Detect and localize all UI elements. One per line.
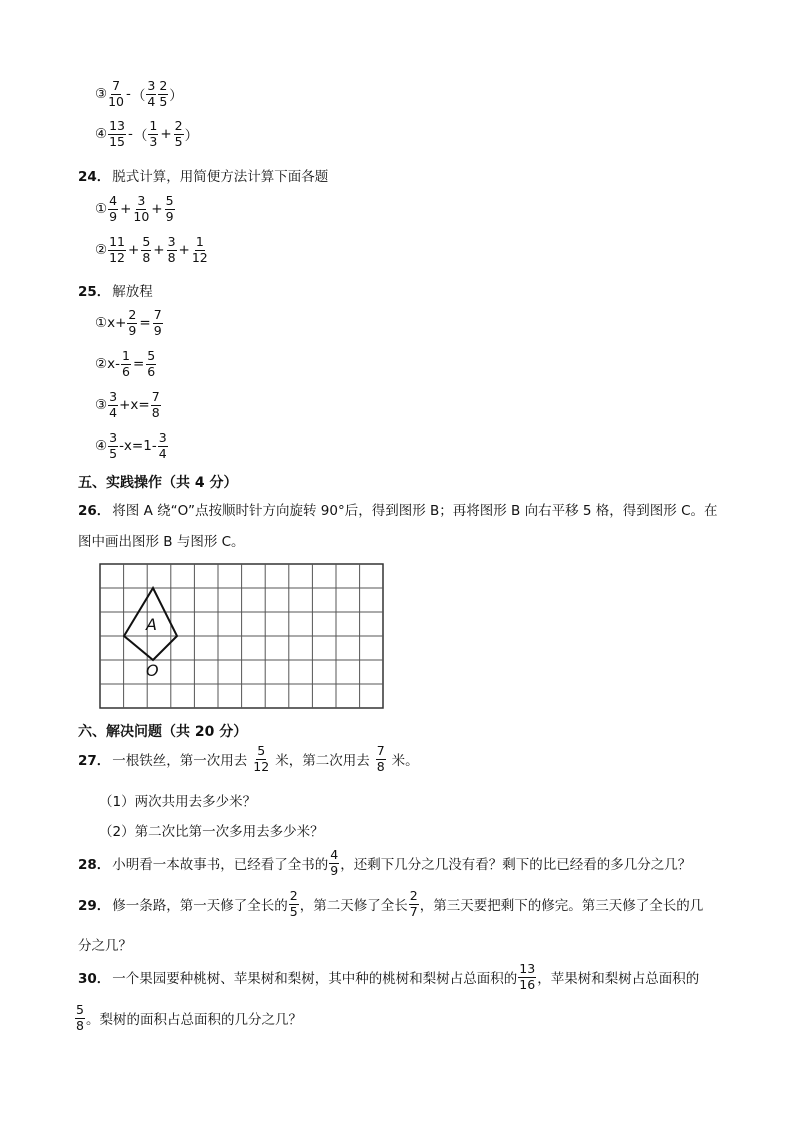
fraction: $\frac{13}{15}$ (109, 118, 126, 149)
question-29-line-1: 29． 修一条路，第一天修了全长的 $\frac{2}{5}$ ，第二天修了全长 $\frac{2}{7}$ ，第三天要把剩下的修完。第三天修了全长的几 (78, 888, 704, 919)
question-28: 28． 小明看一本故事书，已经看了全书的 $\frac{4}{9}$ ，还剩下几分之几没有看？剩下的比已经看的多几分之几？ (78, 847, 692, 878)
question-25 (78, 280, 153, 300)
question-30-line-1: 30． 一个果园要种桃树、苹果树和梨树，其中种的桃树和梨树占总面积的 $\frac{13}{16}$ ，苹果树和梨树占总面积的 (78, 961, 700, 992)
question-26-line-1 (78, 499, 718, 519)
question-24 (78, 165, 328, 185)
fraction: $\frac{3}{5}$ (109, 430, 118, 461)
fraction: $\frac{5}{8}$ (142, 234, 151, 265)
fraction: $\frac{5}{8}$ (76, 1002, 84, 1033)
expr-line-4: ④ $\frac{13}{15}$ - （ $\frac{1}{3}$ + $\frac{2}{5}$ ） (95, 118, 199, 149)
circled-number: ③ (95, 86, 108, 102)
fraction: $\frac{2}{5}$ (289, 888, 298, 919)
question-number: 25． (78, 284, 111, 300)
fraction: $\frac{4}{9}$ (330, 847, 339, 878)
label-o: O (146, 661, 159, 680)
fraction: $\frac{5}{12}$ (253, 743, 270, 774)
circled-number: ① (95, 201, 108, 217)
circled-number: ④ (95, 126, 108, 142)
fraction: $\frac{3}{4}$ (147, 78, 156, 109)
question-number: 27． (78, 753, 111, 769)
expr-24-2: ② $\frac{11}{12}$ + $\frac{5}{8}$ + $\frac{3}{8}$ + $\frac{1}{12}$ (95, 234, 208, 265)
question-27: 27． 一根铁丝，第一次用去 $\frac{5}{12}$ 米，第二次用去 $\frac{7}{8}$ 米。 (78, 743, 419, 774)
grid-lines (100, 564, 383, 708)
question-number: 26． (78, 503, 111, 519)
expr-24-1: ① $\frac{4}{9}$ + $\frac{3}{10}$ + $\frac{5}{9}$ (95, 193, 174, 224)
fraction: $\frac{2}{5}$ (159, 78, 168, 109)
circled-number: ③ (95, 397, 108, 413)
section-heading-6: 六、解决问题（共 20 分） (78, 724, 248, 740)
fraction: $\frac{11}{12}$ (109, 234, 126, 265)
fraction: $\frac{7}{8}$ (376, 743, 385, 774)
circled-number: ② (95, 356, 108, 372)
question-number: 24． (78, 169, 111, 185)
fraction: $\frac{2}{5}$ (174, 118, 183, 149)
fraction: $\frac{7}{10}$ (108, 78, 125, 109)
circled-number: ④ (95, 438, 108, 454)
section-heading-5: 五、实践操作（共 4 分） (78, 475, 238, 491)
fraction: $\frac{3}{4}$ (109, 389, 118, 420)
fraction: $\frac{1}{3}$ (149, 118, 158, 149)
fraction: $\frac{5}{9}$ (165, 193, 174, 224)
question-number: 28． (78, 857, 111, 873)
equation-25-4: ④ $\frac{3}{5}$ -x=1- $\frac{3}{4}$ (95, 430, 167, 461)
grid-figure (99, 563, 385, 715)
question-text: 脱式计算，用简便方法计算下面各题 (112, 169, 329, 185)
fraction: $\frac{2}{7}$ (409, 888, 418, 919)
expr-line-3: ③ $\frac{7}{10}$ - （ $\frac{3}{4}$ $\frac{2}{5}$ ） (95, 78, 183, 109)
fraction: $\frac{1}{6}$ (121, 348, 130, 379)
equation-25-3: ③ $\frac{3}{4}$ +x= $\frac{7}{8}$ (95, 389, 160, 420)
circled-number: ① (95, 315, 108, 331)
equation-25-2: ② x- $\frac{1}{6}$ = $\frac{5}{6}$ (95, 348, 156, 379)
grid-svg (99, 563, 385, 711)
question-text: 图中画出图形 B 与图形 C。 (78, 534, 245, 550)
question-27-part-1: （1）两次共用去多少米？ (99, 794, 257, 810)
fraction: $\frac{1}{12}$ (191, 234, 208, 265)
question-27-part-2: （2）第二次比第一次多用去多少米？ (99, 824, 324, 840)
fraction: $\frac{7}{8}$ (151, 389, 160, 420)
fraction: $\frac{2}{9}$ (128, 307, 137, 338)
fraction: $\frac{7}{9}$ (153, 307, 162, 338)
question-number: 30． (78, 971, 111, 987)
fraction: $\frac{3}{10}$ (133, 193, 150, 224)
equation-25-1: ① x+ $\frac{2}{9}$ = $\frac{7}{9}$ (95, 307, 162, 338)
fraction: $\frac{4}{9}$ (109, 193, 118, 224)
question-number: 29． (78, 898, 111, 914)
fraction: $\frac{5}{6}$ (147, 348, 156, 379)
fraction: $\frac{3}{4}$ (158, 430, 167, 461)
question-26-line-2 (78, 530, 245, 550)
question-text: 将图 A 绕“O”点按顺时针方向旋转 90°后，得到图形 B；再将图形 B 向右平移 5 格，得到图形 C。在 (112, 503, 718, 519)
circled-number: ② (95, 242, 108, 258)
label-a: A (146, 615, 157, 634)
fraction: $\frac{13}{16}$ (519, 961, 536, 992)
question-30-line-2: $\frac{5}{8}$ 。梨树的面积占总面积的几分之几？ (76, 1002, 302, 1033)
question-text: 解放程 (112, 284, 153, 300)
fraction: $\frac{3}{8}$ (167, 234, 176, 265)
question-29-line-2: 分之几？ (78, 938, 132, 954)
